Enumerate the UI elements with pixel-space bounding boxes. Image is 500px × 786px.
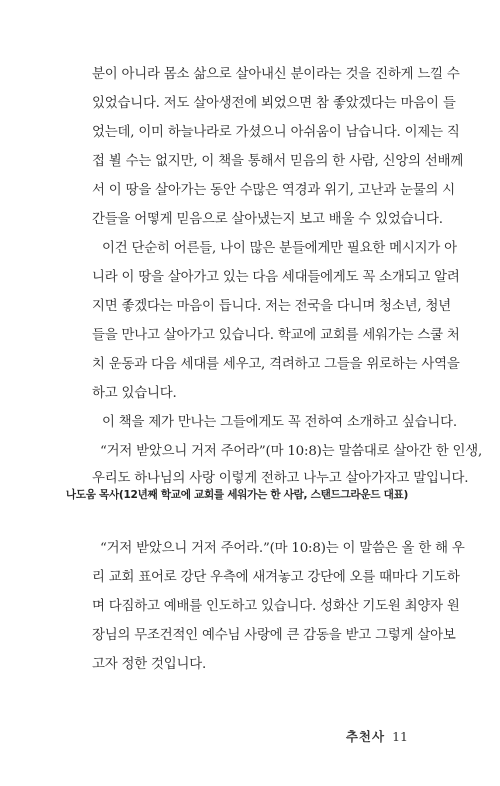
page-number: 11 bbox=[392, 729, 408, 744]
body-text-line: 간들을 어떻게 믿음으로 살아냈는지 보고 배울 수 있었습니다. bbox=[92, 212, 443, 227]
body-text-line: 서 이 땅을 살아가는 동안 수많은 역경과 위기, 고난과 눈물의 시 bbox=[92, 183, 456, 198]
body-text-line: 우리도 하나님의 사랑 이렇게 전하고 나누고 살아가자고 말입니다. bbox=[92, 471, 469, 486]
body-text-line: 지면 좋겠다는 마음이 듭니다. 저는 전국을 다니며 청소년, 청년 bbox=[92, 299, 451, 314]
page-footer bbox=[346, 727, 408, 745]
signature: 나도움 목사(12년째 학교에 교회를 세워가는 한 사람, 스탠드그라운드 대표) bbox=[65, 489, 408, 501]
body-text-line: 며 다짐하고 예배를 인도하고 있습니다. 성화산 기도원 최양자 원 bbox=[92, 599, 460, 614]
body-text-line: 리 교회 표어로 강단 우측에 새겨놓고 강단에 오를 때마다 기도하 bbox=[92, 570, 460, 585]
body-text-line: 었는데, 이미 하늘나라로 가셨으니 아쉬움이 남습니다. 이제는 직 bbox=[92, 125, 460, 140]
body-text-line: “거저 받았으니 거저 주어라”(마 10:8)는 말씀대로 살아간 한 인생, bbox=[100, 444, 483, 459]
body-text-line: 하고 있습니다. bbox=[92, 386, 177, 401]
body-text-line: “거저 받았으니 거저 주어라.”(마 10:8)는 이 말씀은 올 한 해 우 bbox=[100, 541, 465, 556]
body-text-line: 분이 아니라 몸소 삶으로 살아내신 분이라는 것을 진하게 느낄 수 bbox=[92, 67, 460, 82]
body-text-line: 이 책을 제가 만나는 그들에게도 꼭 전하여 소개하고 싶습니다. bbox=[102, 415, 457, 430]
body-text-line: 장님의 무조건적인 예수님 사랑에 큰 감동을 받고 그렇게 살아보 bbox=[92, 628, 456, 643]
body-text-line: 고자 정한 것입니다. bbox=[92, 657, 207, 672]
body-text-line: 접 뵐 수는 없지만, 이 책을 통해서 믿음의 한 사람, 신앙의 선배께 bbox=[92, 154, 464, 169]
section-title: 추천사 bbox=[345, 729, 386, 744]
body-text-line: 니라 이 땅을 살아가고 있는 다음 세대들에게도 꼭 소개되고 알려 bbox=[92, 270, 460, 285]
body-text-line: 들을 만나고 살아가고 있습니다. 학교에 교회를 세워가는 스쿨 처 bbox=[92, 328, 460, 343]
body-text-line: 있었습니다. 저도 살아생전에 뵈었으면 참 좋았겠다는 마음이 들 bbox=[92, 96, 456, 111]
body-text-line: 치 운동과 다음 세대를 세우고, 격려하고 그들을 위로하는 사역을 bbox=[92, 357, 460, 372]
body-text-line: 이건 단순히 어른들, 나이 많은 분들에게만 필요한 메시지가 아 bbox=[102, 241, 457, 256]
